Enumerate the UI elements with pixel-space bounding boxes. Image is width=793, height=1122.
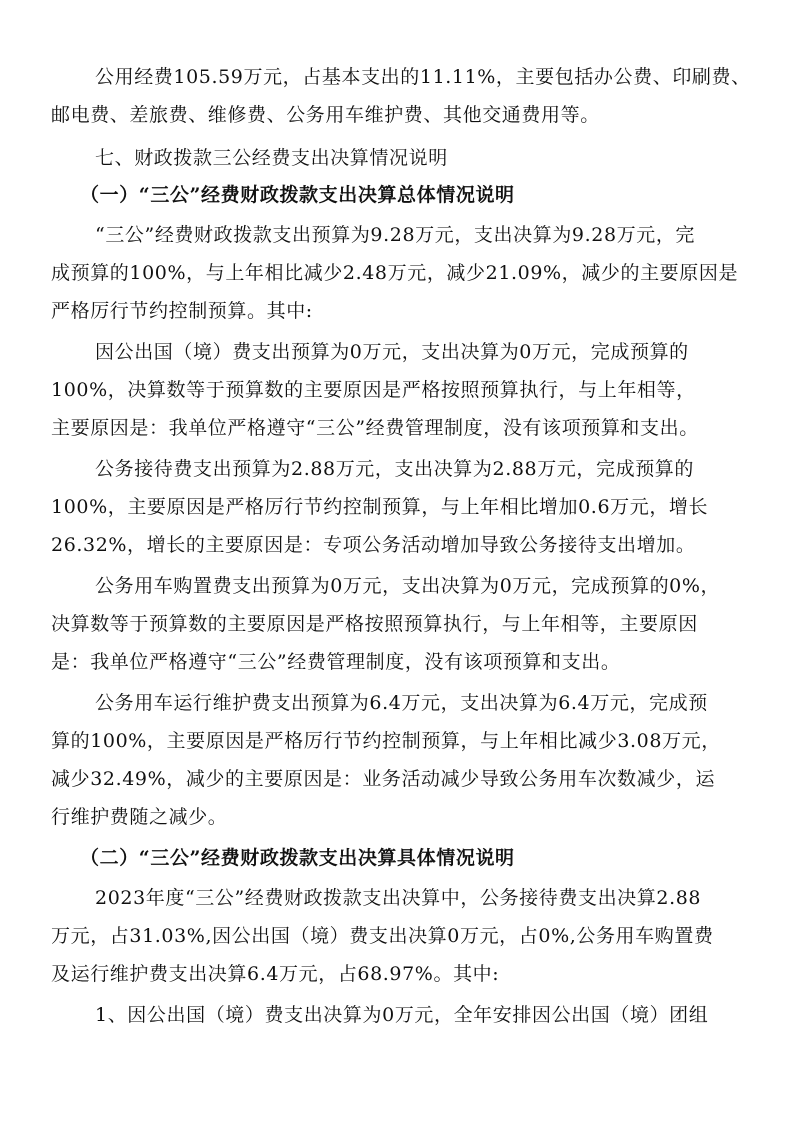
paragraph-line: 因公出国（境）费支出预算为0万元，支出决算为0万元，完成预算的 bbox=[95, 341, 689, 363]
paragraph-line: 公务用车购置费支出预算为0万元，支出决算为0万元，完成预算的0%， bbox=[95, 575, 721, 597]
section-heading: 七、财政拨款三公经费支出决算情况说明 bbox=[95, 147, 448, 169]
paragraph-line: 2023年度“三公”经费财政拨款支出决算中，公务接待费支出决算2.88 bbox=[95, 887, 702, 909]
subsection-heading: （二）“三公”经费财政拨款支出决算具体情况说明 bbox=[80, 847, 515, 869]
paragraph-line: 是：我单位严格遵守“三公”经费管理制度，没有该项预算和支出。 bbox=[51, 651, 621, 673]
paragraph-line: 及运行维护费支出决算6.4万元，占68.97%。其中: bbox=[51, 963, 500, 985]
paragraph-line: 100%，主要原因是严格厉行节约控制预算，与上年相比增加0.6万元，增长 bbox=[51, 496, 709, 518]
paragraph-line: 算的100%，主要原因是严格厉行节约控制预算，与上年相比减少3.08万元， bbox=[51, 730, 721, 752]
paragraph-line: 公务用车运行维护费支出预算为6.4万元，支出决算为6.4万元，完成预 bbox=[95, 692, 708, 714]
paragraph-line: 26.32%，增长的主要原因是：专项公务活动增加导致公务接待支出增加。 bbox=[51, 534, 696, 556]
paragraph-line: 行维护费随之减少。 bbox=[51, 806, 228, 828]
paragraph-line: “三公”经费财政拨款支出预算为9.28万元，支出决算为9.28万元，完 bbox=[95, 224, 696, 246]
subsection-heading: （一）“三公”经费财政拨款支出决算总体情况说明 bbox=[80, 184, 515, 206]
paragraph-line: 公务接待费支出预算为2.88万元，支出决算为2.88万元，完成预算的 bbox=[95, 458, 695, 480]
paragraph-line: 邮电费、差旅费、维修费、公务用车维护费、其他交通费用等。 bbox=[51, 104, 600, 126]
paragraph-line: 公用经费105.59万元，占基本支出的11.11%，主要包括办公费、印刷费、 bbox=[95, 66, 751, 88]
paragraph-line: 成预算的100%，与上年相比减少2.48万元，减少21.09%，减少的主要原因是 bbox=[51, 262, 739, 284]
paragraph-line: 主要原因是：我单位严格遵守“三公”经费管理制度，没有该项预算和支出。 bbox=[51, 417, 699, 439]
paragraph-line: 减少32.49%，减少的主要原因是：业务活动减少导致公务用车次数减少，运 bbox=[51, 768, 716, 790]
paragraph-line: 万元，占31.03%,因公出国（境）费支出决算0万元，占0%,公务用车购置费 bbox=[51, 925, 714, 947]
paragraph-line: 严格厉行节约控制预算。其中: bbox=[51, 300, 313, 322]
paragraph-line: 决算数等于预算数的主要原因是严格按照预算执行，与上年相等，主要原因 bbox=[51, 613, 698, 635]
paragraph-line: 100%，决算数等于预算数的主要原因是严格按照预算执行，与上年相等， bbox=[51, 379, 696, 401]
paragraph-line: 1、因公出国（境）费支出决算为0万元，全年安排因公出国（境）团组 bbox=[95, 1004, 709, 1026]
